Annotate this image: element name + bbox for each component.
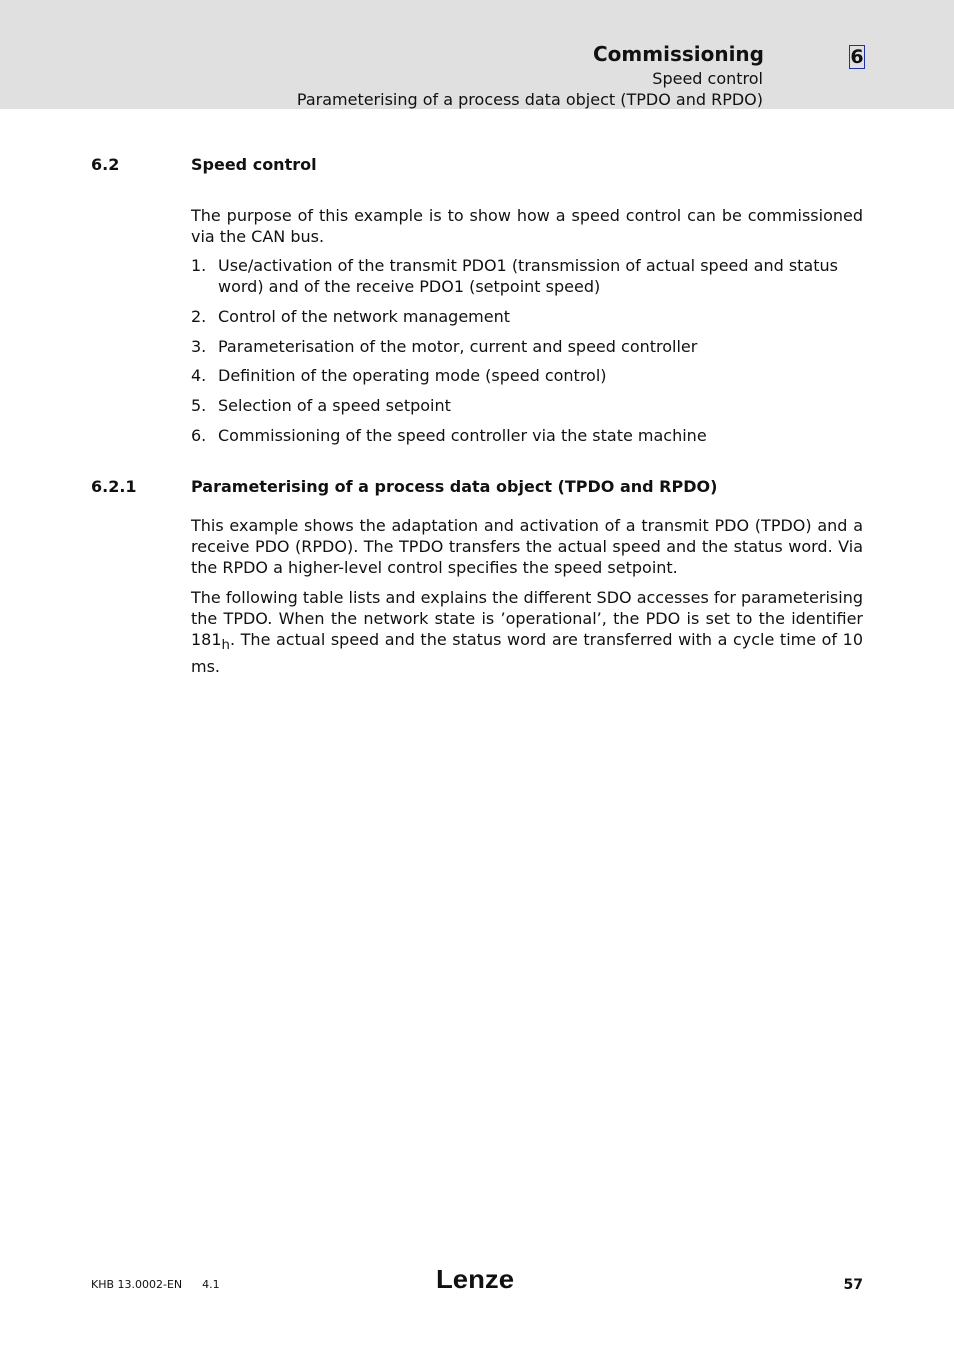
list-item-number: 4. <box>191 366 207 385</box>
logo-wordmark: Lenze <box>436 1266 514 1294</box>
subsection-title: Parameterising of a process data object (TPDO and RPDO) <box>191 477 718 496</box>
section-title: Speed control <box>191 155 317 174</box>
chapter-section-title: Speed control <box>652 69 763 88</box>
paragraph-text-end: . The actual speed and the status word are transferred with a cycle time of 10 ms. <box>191 630 863 677</box>
list-item-number: 1. <box>191 256 207 275</box>
list-item-number: 6. <box>191 426 207 445</box>
list-item-text: Control of the network management <box>218 307 511 326</box>
intro-paragraph: The purpose of this example is to show how a speed control can be commissioned via the CAN bus. <box>191 206 863 246</box>
subsection-paragraph-2 <box>191 587 863 677</box>
subsection-number: 6.2.1 <box>91 477 137 496</box>
doc-id: KHB 13.0002-EN <box>91 1278 183 1291</box>
subsection-paragraph-1 <box>191 515 863 578</box>
page-number: 57 <box>843 1277 863 1293</box>
list-item-number: 3. <box>191 337 207 356</box>
hex-subscript: h <box>221 638 230 654</box>
list-item <box>191 365 863 386</box>
list-item-text: Parameterisation of the motor, current and speed controller <box>218 337 698 356</box>
list-item-number: 5. <box>191 396 207 415</box>
list-item-number: 2. <box>191 307 207 326</box>
paragraph-text <box>191 587 863 677</box>
list-item <box>191 336 863 357</box>
lenze-logo <box>436 1266 516 1294</box>
list-item-text: Definition of the operating mode (speed control) <box>218 366 607 385</box>
section-number: 6.2 <box>91 155 120 174</box>
list-item <box>191 306 863 327</box>
list-item-text: Commissioning of the speed controller via the state machine <box>218 426 707 445</box>
list-item-text: Selection of a speed setpoint <box>218 396 451 415</box>
list-item-text: Use/activation of the transmit PDO1 (transmission of actual speed and status word) and of the receive PDO1 (setpoint speed) <box>218 256 838 296</box>
doc-version: 4.1 <box>202 1278 220 1291</box>
list-item <box>191 395 863 416</box>
footer-document-id <box>91 1278 220 1292</box>
list-item <box>191 255 863 297</box>
section-intro <box>191 205 863 247</box>
chapter-number-badge[interactable]: 6 <box>850 46 864 68</box>
chapter-subsection-title: Parameterising of a process data object (TPDO and RPDO) <box>296 90 763 109</box>
list-item <box>191 425 863 446</box>
paragraph-text-start: The following table lists and explains the different SDO accesses for parameterising the TPDO. When the network state is ’operational’, the PDO is set to the identifier 181 <box>191 588 863 649</box>
paragraph-text: This example shows the adaptation and activation of a transmit PDO (TPDO) and a receive PDO (RPDO). The TPDO transfers the actual speed and the status word. Via the RPDO a higher-level control specifies the speed setpoint. <box>191 516 863 577</box>
chapter-title: Commissioning <box>592 42 764 66</box>
